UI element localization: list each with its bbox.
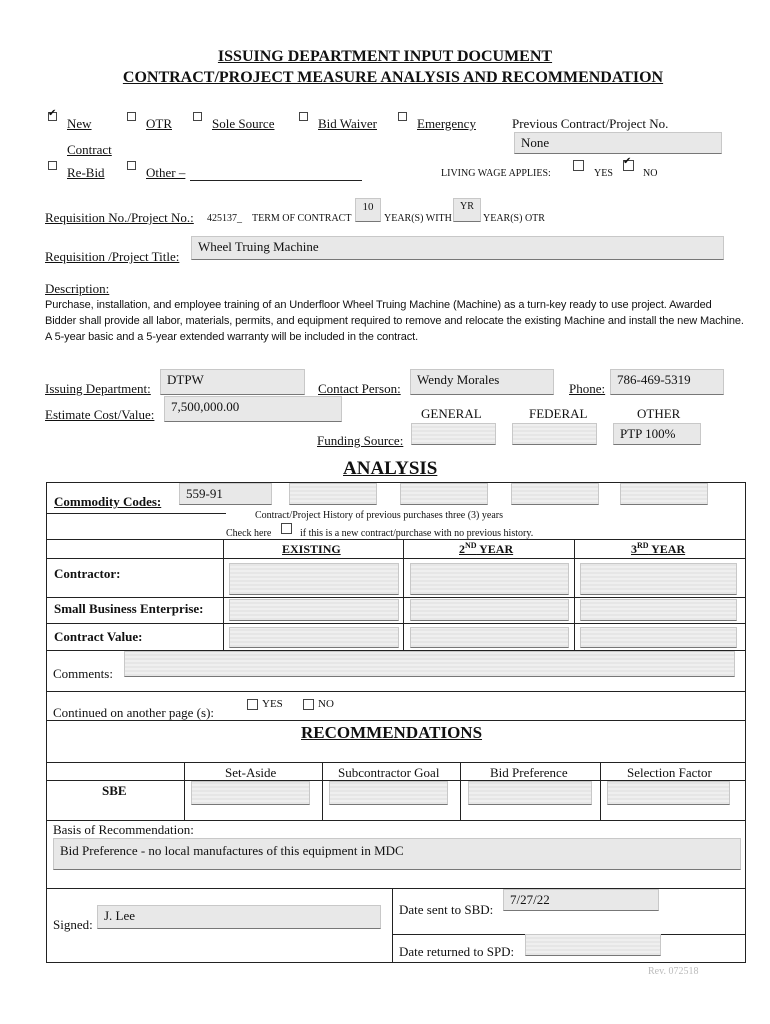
subcontractor-goal-field[interactable] (329, 781, 448, 805)
rec-col-3 (460, 762, 461, 820)
other-funding-label: OTHER (637, 406, 681, 421)
history-col-3 (574, 539, 575, 650)
bid-preference-header: Bid Preference (490, 765, 568, 780)
history-col-2 (403, 539, 404, 650)
second-year-num: 2 (459, 542, 465, 556)
bid-waiver-checkbox[interactable] (299, 112, 308, 121)
comments-field[interactable] (124, 651, 735, 677)
commodity-code-field-2[interactable] (289, 483, 377, 505)
phone-label: Phone: (569, 381, 606, 396)
rebid-label: Re-Bid (67, 165, 105, 180)
contract-label: Contract (67, 142, 112, 157)
history-note: Contract/Project History of previous purchases three (3) years (255, 510, 503, 521)
issuing-department-label: Issuing Department: (45, 381, 151, 396)
issuing-department-field[interactable]: DTPW (160, 369, 305, 395)
existing-header: EXISTING (282, 542, 341, 556)
emergency-label: Emergency (417, 116, 476, 131)
sole-source-checkbox[interactable] (193, 112, 202, 121)
check-here-note: if this is a new contract/purchase with no previous history. (300, 528, 534, 539)
continued-label: Continued on another page (s): (53, 705, 215, 720)
signed-field[interactable]: J. Lee (97, 905, 381, 929)
commodity-code-field-1[interactable]: 559-91 (179, 483, 272, 505)
general-funding-field[interactable] (411, 423, 496, 445)
date-returned-field[interactable] (525, 934, 661, 956)
selection-factor-field[interactable] (607, 781, 730, 805)
third-year-header (631, 541, 685, 557)
set-aside-field[interactable] (191, 781, 310, 805)
selection-factor-header: Selection Factor (627, 765, 712, 780)
requisition-label: Requisition No./Project No.: (45, 210, 194, 225)
bid-waiver-label: Bid Waiver (318, 116, 378, 131)
commodity-divider (46, 513, 226, 514)
previous-contract-field[interactable]: None (514, 132, 722, 154)
continued-yes-checkbox[interactable] (247, 699, 258, 710)
rec-col-2 (322, 762, 323, 820)
estimate-cost-label: Estimate Cost/Value: (45, 407, 155, 422)
previous-contract-label: Previous Contract/Project No. (512, 116, 669, 131)
term-of-contract-label: TERM OF CONTRACT (252, 213, 352, 224)
history-header-top (46, 539, 745, 540)
living-wage-no-checkbox[interactable] (623, 160, 634, 171)
date-sent-label: Date sent to SBD: (399, 902, 494, 917)
no-history-checkbox[interactable] (281, 523, 292, 534)
description-text: Purchase, installation, and employee training of an Underfloor Wheel Truing Machine (Machine) as a turn-key ready to use project. Awarded Bidder shall provide all labor, materials, permits, and equipment required to remove and relocate the existing Machine and install the new Machine. A 5-year basic and a 5-year extended warranty will be included in the contract. (45, 299, 744, 343)
requisition-value: 425137_ (207, 213, 242, 224)
federal-label: FEDERAL (529, 406, 588, 421)
living-wage-yes-checkbox[interactable] (573, 160, 584, 171)
other-funding-field[interactable]: PTP 100% (613, 423, 701, 445)
funding-source-label: Funding Source: (317, 433, 404, 448)
otr-years-field[interactable]: YR (453, 198, 481, 222)
contract-value-label: Contract Value: (54, 629, 143, 644)
contractor-existing-field[interactable] (229, 563, 399, 595)
comments-label: Comments: (53, 666, 113, 681)
new-label: New (67, 116, 92, 131)
third-year-rest: YEAR (648, 542, 686, 556)
sbe-3rd-year-field[interactable] (580, 599, 737, 621)
subcontractor-goal-header: Subcontractor Goal (338, 765, 440, 780)
commodity-codes-label: Commodity Codes: (54, 494, 162, 509)
continued-no-label: NO (318, 698, 334, 710)
term-years-field[interactable]: 10 (355, 198, 381, 222)
comments-row-bottom (46, 691, 745, 692)
otr-checkbox[interactable] (127, 112, 136, 121)
basis-label: Basis of Recommendation: (53, 822, 194, 837)
contract-value-3rd-year-field[interactable] (580, 627, 737, 648)
contractor-label: Contractor: (54, 566, 121, 581)
contact-person-field[interactable]: Wendy Morales (410, 369, 554, 395)
document-title: ISSUING DEPARTMENT INPUT DOCUMENT (217, 48, 553, 65)
bid-preference-field[interactable] (468, 781, 592, 805)
years-with-label: YEAR(S) WITH (384, 213, 452, 224)
check-here-label: Check here (226, 528, 272, 539)
contract-value-existing-field[interactable] (229, 627, 399, 648)
continued-yes-label: YES (262, 698, 283, 710)
form-right-border (745, 482, 746, 962)
sbe-row-label: SBE (102, 783, 127, 798)
history-header-bottom (46, 558, 745, 559)
living-wage-no-label: NO (643, 168, 658, 179)
basis-field[interactable]: Bid Preference - no local manufactures of this equipment in MDC (53, 838, 741, 870)
history-col-1 (223, 539, 224, 650)
analysis-title: ANALYSIS (343, 458, 438, 479)
third-year-sup: RD (637, 541, 649, 550)
third-year-num: 3 (631, 542, 637, 556)
rec-col-1 (184, 762, 185, 820)
commodity-code-field-5[interactable] (620, 483, 708, 505)
second-year-sup: ND (465, 541, 477, 550)
living-wage-label: LIVING WAGE APPLIES: (441, 168, 551, 179)
set-aside-header: Set-Aside (225, 765, 277, 780)
rec-header-top (46, 762, 745, 763)
continued-no-checkbox[interactable] (303, 699, 314, 710)
new-contract-checkbox[interactable] (48, 112, 57, 121)
continued-row-bottom (46, 720, 745, 721)
second-year-header (459, 541, 513, 557)
signed-label: Signed: (53, 917, 93, 932)
contractor-3rd-year-field[interactable] (580, 563, 737, 595)
signature-divider (392, 888, 393, 962)
living-wage-yes-label: YES (594, 168, 613, 179)
otr-label: OTR (146, 116, 172, 131)
sbe-existing-field[interactable] (229, 599, 399, 621)
second-year-rest: YEAR (476, 542, 514, 556)
description-label: Description: (45, 281, 110, 296)
form-bottom-border (46, 962, 746, 963)
estimate-cost-field[interactable]: 7,500,000.00 (164, 396, 342, 422)
emergency-checkbox[interactable] (398, 112, 407, 121)
years-otr-label: YEAR(S) OTR (483, 213, 545, 224)
sbe-label: Small Business Enterprise: (54, 601, 204, 616)
rebid-checkbox[interactable] (48, 161, 57, 170)
commodity-code-field-4[interactable] (511, 483, 599, 505)
contact-person-label: Contact Person: (318, 381, 401, 396)
document-subtitle: CONTRACT/PROJECT MEASURE ANALYSIS AND RECOMMENDATION (122, 69, 664, 86)
contract-value-2nd-year-field[interactable] (410, 627, 569, 648)
form-left-border (46, 482, 47, 962)
project-title-field[interactable]: Wheel Truing Machine (191, 236, 724, 260)
date-returned-label: Date returned to SPD: (399, 944, 515, 959)
contractor-row-bottom (46, 597, 745, 598)
contractor-2nd-year-field[interactable] (410, 563, 569, 595)
general-label: GENERAL (421, 406, 482, 421)
recommendations-title: RECOMMENDATIONS (301, 723, 483, 742)
commodity-code-field-3[interactable] (400, 483, 488, 505)
rec-row-bottom (46, 820, 745, 821)
sbe-row-bottom (46, 623, 745, 624)
date-sent-field[interactable]: 7/27/22 (503, 889, 659, 911)
federal-funding-field[interactable] (512, 423, 597, 445)
other-label: Other – (146, 165, 186, 180)
sbe-2nd-year-field[interactable] (410, 599, 569, 621)
revision-label: Rev. 072518 (648, 966, 699, 977)
other-underline (190, 180, 362, 181)
project-title-label: Requisition /Project Title: (45, 249, 180, 264)
other-checkbox[interactable] (127, 161, 136, 170)
rec-col-4 (600, 762, 601, 820)
sole-source-label: Sole Source (212, 116, 275, 131)
phone-field[interactable]: 786-469-5319 (610, 369, 724, 395)
